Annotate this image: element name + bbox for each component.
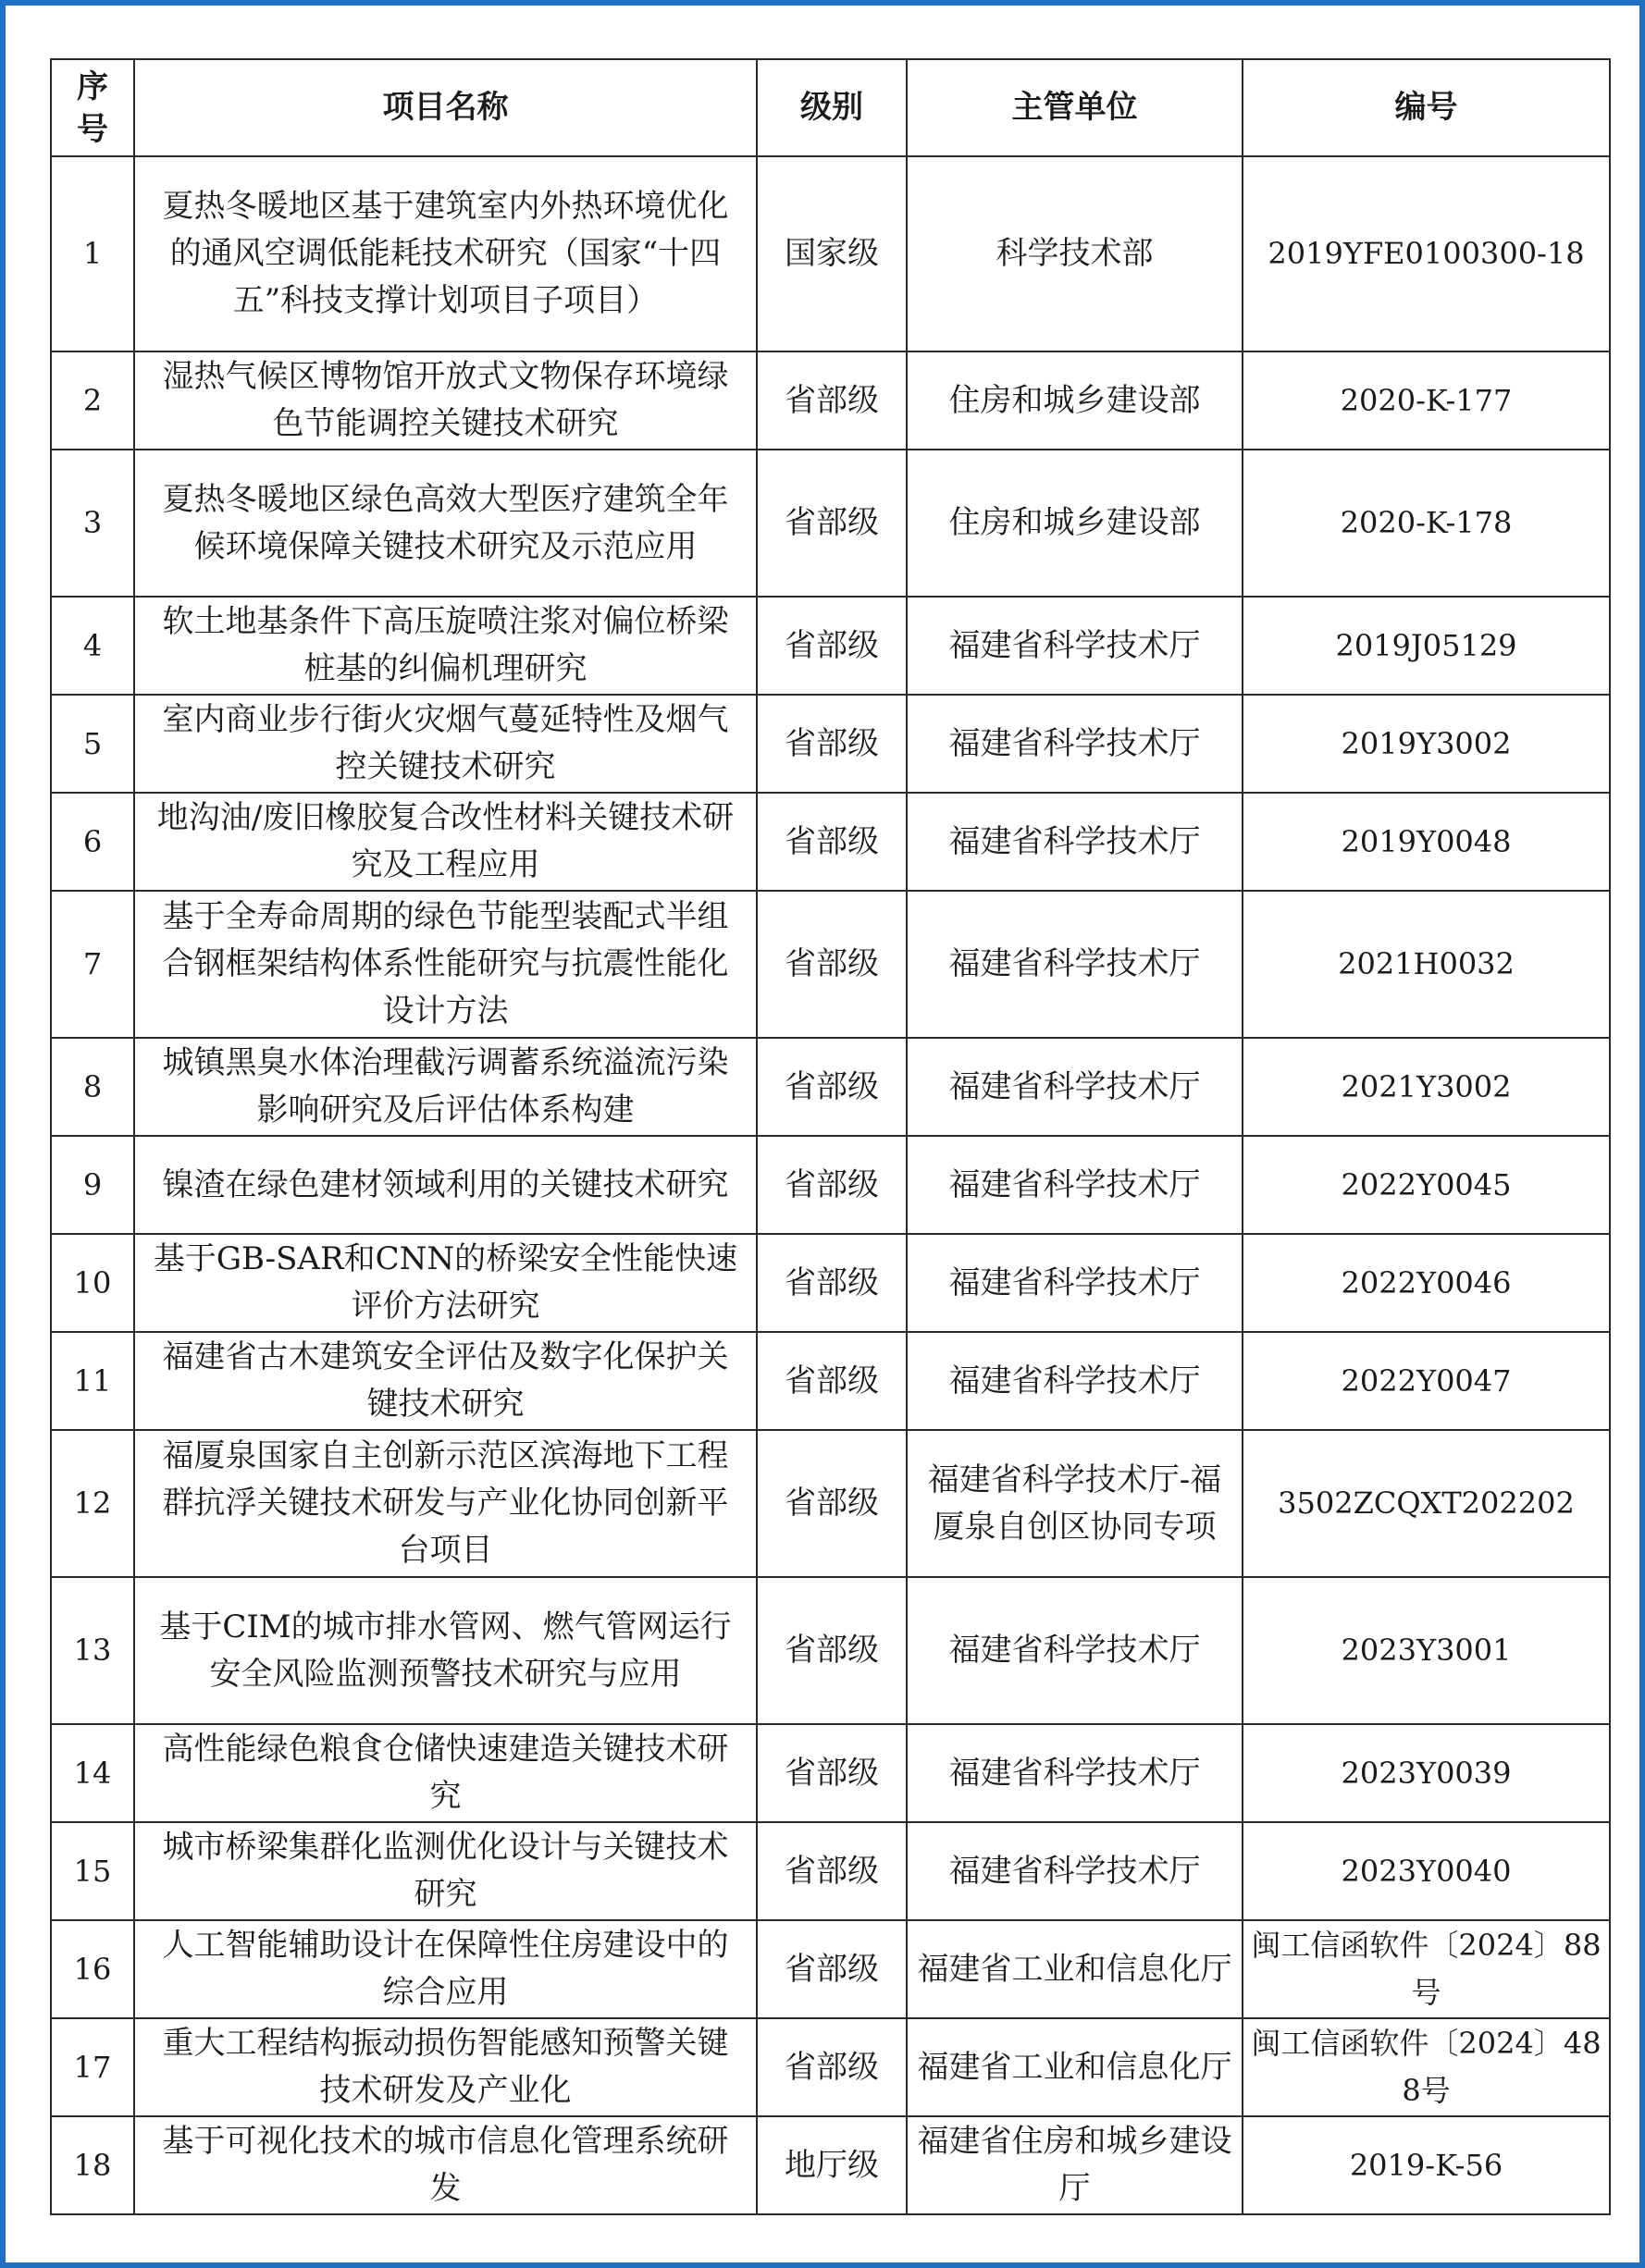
cell-code: 2019Y3002 — [1243, 695, 1610, 793]
table-row — [51, 2018, 1610, 2116]
table-row — [51, 793, 1610, 891]
cell-serial: 7 — [51, 891, 134, 1038]
cell-code: 2020-K-177 — [1243, 351, 1610, 450]
header-project-name: 项目名称 — [134, 59, 757, 156]
cell-authority: 福建省科学技术厅 — [907, 1332, 1243, 1430]
cell-authority: 福建省住房和城乡建设厅 — [907, 2116, 1243, 2214]
table-row — [51, 1136, 1610, 1234]
cell-level: 省部级 — [757, 1920, 907, 2018]
table-row — [51, 1920, 1610, 2018]
cell-authority: 住房和城乡建设部 — [907, 450, 1243, 597]
cell-level: 省部级 — [757, 597, 907, 695]
project-table — [50, 58, 1611, 2215]
cell-level: 省部级 — [757, 1724, 907, 1822]
cell-authority: 福建省科学技术厅 — [907, 793, 1243, 891]
cell-project-name: 镍渣在绿色建材领域利用的关键技术研究 — [134, 1136, 757, 1234]
cell-level: 省部级 — [757, 1234, 907, 1332]
table-row — [51, 2116, 1610, 2214]
cell-code: 闽工信函软件〔2024〕88号 — [1243, 1920, 1610, 2018]
cell-authority: 福建省科学技术厅 — [907, 695, 1243, 793]
header-serial: 序号 — [51, 59, 134, 156]
header-code: 编号 — [1243, 59, 1610, 156]
cell-project-name: 软土地基条件下高压旋喷注浆对偏位桥梁桩基的纠偏机理研究 — [134, 597, 757, 695]
cell-level: 国家级 — [757, 156, 907, 351]
cell-code: 2019-K-56 — [1243, 2116, 1610, 2214]
cell-project-name: 福厦泉国家自主创新示范区滨海地下工程群抗浮关键技术研发与产业化协同创新平台项目 — [134, 1430, 757, 1577]
cell-code: 2022Y0045 — [1243, 1136, 1610, 1234]
cell-project-name: 高性能绿色粮食仓储快速建造关键技术研究 — [134, 1724, 757, 1822]
cell-authority: 福建省科学技术厅 — [907, 1724, 1243, 1822]
table-row — [51, 1822, 1610, 1920]
cell-code: 2021H0032 — [1243, 891, 1610, 1038]
cell-serial: 8 — [51, 1038, 134, 1136]
cell-level: 省部级 — [757, 1332, 907, 1430]
cell-serial: 10 — [51, 1234, 134, 1332]
cell-project-name: 基于CIM的城市排水管网、燃气管网运行安全风险监测预警技术研究与应用 — [134, 1577, 757, 1724]
cell-level: 省部级 — [757, 1038, 907, 1136]
cell-code: 2021Y3002 — [1243, 1038, 1610, 1136]
cell-level: 省部级 — [757, 793, 907, 891]
cell-level: 地厅级 — [757, 2116, 907, 2214]
cell-project-name: 城镇黑臭水体治理截污调蓄系统溢流污染影响研究及后评估体系构建 — [134, 1038, 757, 1136]
cell-authority: 福建省科学技术厅 — [907, 891, 1243, 1038]
cell-authority: 福建省科学技术厅 — [907, 1577, 1243, 1724]
header-level: 级别 — [757, 59, 907, 156]
cell-level: 省部级 — [757, 695, 907, 793]
cell-code: 2020-K-178 — [1243, 450, 1610, 597]
table-row — [51, 1724, 1610, 1822]
table-row — [51, 891, 1610, 1038]
cell-serial: 4 — [51, 597, 134, 695]
cell-authority: 福建省科学技术厅 — [907, 1136, 1243, 1234]
cell-level: 省部级 — [757, 1577, 907, 1724]
cell-serial: 13 — [51, 1577, 134, 1724]
cell-authority: 福建省工业和信息化厅 — [907, 2018, 1243, 2116]
cell-level: 省部级 — [757, 351, 907, 450]
cell-project-name: 夏热冬暖地区绿色高效大型医疗建筑全年候环境保障关键技术研究及示范应用 — [134, 450, 757, 597]
cell-authority: 福建省科学技术厅 — [907, 597, 1243, 695]
cell-level: 省部级 — [757, 450, 907, 597]
cell-authority: 住房和城乡建设部 — [907, 351, 1243, 450]
cell-code: 2019Y0048 — [1243, 793, 1610, 891]
cell-serial: 14 — [51, 1724, 134, 1822]
cell-project-name: 夏热冬暖地区基于建筑室内外热环境优化的通风空调低能耗技术研究（国家“十四五”科技支撑计划项目子项目） — [134, 156, 757, 351]
cell-authority: 福建省科学技术厅 — [907, 1234, 1243, 1332]
cell-authority: 科学技术部 — [907, 156, 1243, 351]
cell-code: 2023Y0040 — [1243, 1822, 1610, 1920]
table-row — [51, 1038, 1610, 1136]
cell-code: 2019J05129 — [1243, 597, 1610, 695]
cell-authority: 福建省科学技术厅-福厦泉自创区协同专项 — [907, 1430, 1243, 1577]
cell-project-name: 基于全寿命周期的绿色节能型装配式半组合钢框架结构体系性能研究与抗震性能化设计方法 — [134, 891, 757, 1038]
table-row — [51, 156, 1610, 351]
cell-project-name: 地沟油/废旧橡胶复合改性材料关键技术研究及工程应用 — [134, 793, 757, 891]
cell-serial: 3 — [51, 450, 134, 597]
cell-serial: 1 — [51, 156, 134, 351]
cell-authority: 福建省科学技术厅 — [907, 1822, 1243, 1920]
cell-level: 省部级 — [757, 2018, 907, 2116]
cell-project-name: 福建省古木建筑安全评估及数字化保护关键技术研究 — [134, 1332, 757, 1430]
cell-level: 省部级 — [757, 1430, 907, 1577]
cell-code: 闽工信函软件〔2024〕488号 — [1243, 2018, 1610, 2116]
cell-serial: 11 — [51, 1332, 134, 1430]
cell-code: 2022Y0047 — [1243, 1332, 1610, 1430]
cell-project-name: 室内商业步行街火灾烟气蔓延特性及烟气控关键技术研究 — [134, 695, 757, 793]
cell-code: 2022Y0046 — [1243, 1234, 1610, 1332]
cell-serial: 9 — [51, 1136, 134, 1234]
cell-project-name: 重大工程结构振动损伤智能感知预警关键技术研发及产业化 — [134, 2018, 757, 2116]
table-row — [51, 1332, 1610, 1430]
table-row — [51, 1234, 1610, 1332]
table-row — [51, 351, 1610, 450]
cell-serial: 12 — [51, 1430, 134, 1577]
table-row — [51, 695, 1610, 793]
cell-authority: 福建省工业和信息化厅 — [907, 1920, 1243, 2018]
cell-project-name: 基于GB-SAR和CNN的桥梁安全性能快速评价方法研究 — [134, 1234, 757, 1332]
cell-code: 2019YFE0100300-18 — [1243, 156, 1610, 351]
cell-code: 2023Y3001 — [1243, 1577, 1610, 1724]
cell-project-name: 人工智能辅助设计在保障性住房建设中的综合应用 — [134, 1920, 757, 2018]
cell-code: 3502ZCQXT202202 — [1243, 1430, 1610, 1577]
header-authority: 主管单位 — [907, 59, 1243, 156]
cell-serial: 17 — [51, 2018, 134, 2116]
table-row — [51, 1430, 1610, 1577]
cell-project-name: 基于可视化技术的城市信息化管理系统研发 — [134, 2116, 757, 2214]
cell-project-name: 城市桥梁集群化监测优化设计与关键技术研究 — [134, 1822, 757, 1920]
cell-serial: 15 — [51, 1822, 134, 1920]
cell-authority: 福建省科学技术厅 — [907, 1038, 1243, 1136]
cell-serial: 16 — [51, 1920, 134, 2018]
cell-serial: 5 — [51, 695, 134, 793]
cell-serial: 18 — [51, 2116, 134, 2214]
table-row — [51, 1577, 1610, 1724]
cell-level: 省部级 — [757, 1822, 907, 1920]
cell-project-name: 湿热气候区博物馆开放式文物保存环境绿色节能调控关键技术研究 — [134, 351, 757, 450]
cell-level: 省部级 — [757, 1136, 907, 1234]
cell-serial: 2 — [51, 351, 134, 450]
table-row — [51, 450, 1610, 597]
cell-level: 省部级 — [757, 891, 907, 1038]
table-row — [51, 597, 1610, 695]
cell-serial: 6 — [51, 793, 134, 891]
cell-code: 2023Y0039 — [1243, 1724, 1610, 1822]
table-header-row — [51, 59, 1610, 156]
